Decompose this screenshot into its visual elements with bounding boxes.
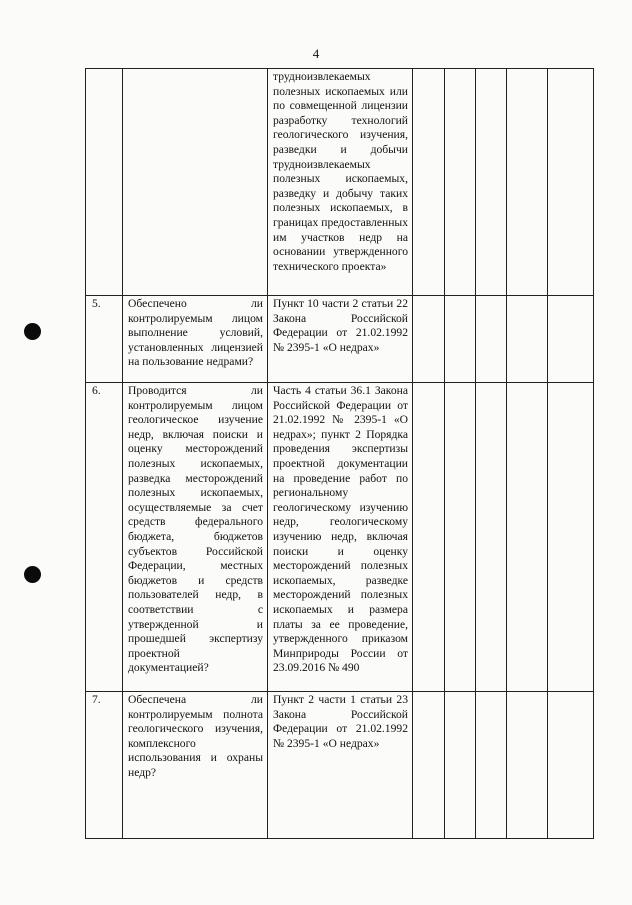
- answer-cell-no: [445, 69, 476, 296]
- answer-cell-yes: [413, 692, 445, 839]
- page-number: 4: [312, 46, 320, 61]
- row-number: [86, 69, 123, 296]
- punch-hole-mark: [24, 323, 41, 340]
- answer-cell-yes: [413, 383, 445, 692]
- row-reference: трудноизвлекаемых полезных ископаемых или по совмещенной лицензии разработку технологий геологического изучения, разведки и добычи трудноизвлекаемых полезных ископаемых, разведку и добычу таких полезных ископаемых, в границах предоставленных им участков недр на основании утвержденного технического проекта»: [268, 69, 413, 296]
- answer-cell-extra: [507, 296, 548, 383]
- row-number: 7.: [86, 692, 123, 839]
- answer-cell-no: [445, 383, 476, 692]
- answer-cell-yes: [413, 296, 445, 383]
- table-row: [86, 383, 594, 692]
- table-row: [86, 296, 594, 383]
- answer-cell-no: [445, 692, 476, 839]
- answer-cell-extra: [507, 383, 548, 692]
- checklist-table: [85, 68, 594, 839]
- row-question: Проводится ли контролируемым лицом геологическое изучение недр, включая поиски и оценку месторождений полезных ископаемых, разведка месторождений полезных ископаемых, осуществляемые за счет средств федерального бюджета, бюджетов субъектов Российской Федерации, местных бюджетов и средств пользователей недр, в соответствии с утвержденной и прошедшей экспертизу проектной документацией?: [123, 383, 268, 692]
- answer-cell-yes: [413, 69, 445, 296]
- table-row: [86, 692, 594, 839]
- table-row: [86, 69, 594, 296]
- row-question: Обеспечена ли контролируемым полнота геологического изучения, комплексного использования и охраны недр?: [123, 692, 268, 839]
- answer-cell-no: [445, 296, 476, 383]
- note-cell: [548, 69, 594, 296]
- row-reference: Часть 4 статьи 36.1 Закона Российской Федерации от 21.02.1992 № 2395-1 «О недрах»; пункт 2 Порядка проведения экспертизы проектной документации на проведение работ по региональному геологическому изучению недр, геологическому изучению недр, включая поиски и оценку месторождений полезных ископаемых, разведке месторождений полезных ископаемых и размера платы за ее проведение, утвержденного приказом Минприроды России от 23.09.2016 № 490: [268, 383, 413, 692]
- answer-cell-not-applicable: [476, 69, 507, 296]
- row-reference: Пункт 10 части 2 статьи 22 Закона Российской Федерации от 21.02.1992 № 2395-1 «О недрах»: [268, 296, 413, 383]
- punch-hole-mark: [24, 566, 41, 583]
- row-reference: Пункт 2 части 1 статьи 23 Закона Российской Федерации от 21.02.1992 № 2395-1 «О недрах»: [268, 692, 413, 839]
- row-question: Обеспечено ли контролируемым лицом выполнение условий, установленных лицензией на пользование недрами?: [123, 296, 268, 383]
- checklist-table-wrapper: [85, 68, 593, 838]
- answer-cell-not-applicable: [476, 692, 507, 839]
- row-number: 5.: [86, 296, 123, 383]
- note-cell: [548, 692, 594, 839]
- answer-cell-extra: [507, 692, 548, 839]
- row-number: 6.: [86, 383, 123, 692]
- note-cell: [548, 383, 594, 692]
- answer-cell-not-applicable: [476, 296, 507, 383]
- answer-cell-not-applicable: [476, 383, 507, 692]
- note-cell: [548, 296, 594, 383]
- row-question: [123, 69, 268, 296]
- answer-cell-extra: [507, 69, 548, 296]
